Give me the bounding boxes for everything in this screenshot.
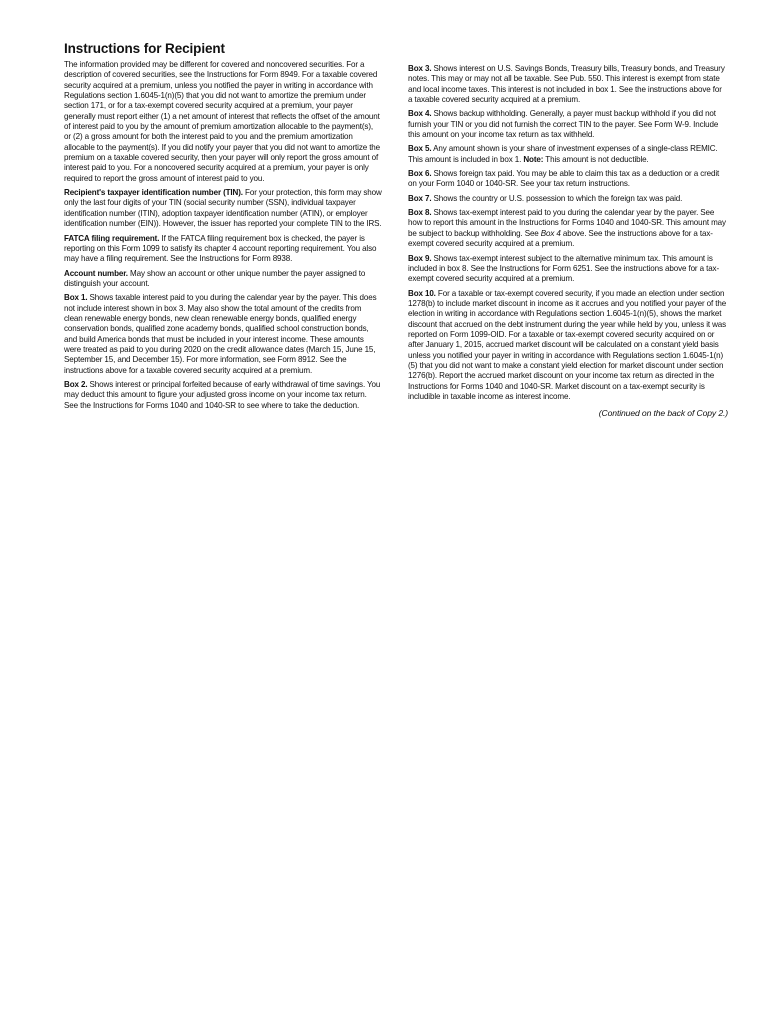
paragraph-lead: Box 6. (408, 169, 432, 179)
paragraph-text: Shows taxable interest paid to you during the calendar year by the payer. This does not include interest shown in box 3. May also show the total amount of the credits from clean renewable energy bonds, new clean renewable energy bonds, qualified energy conservation bonds, qualified zone academy bonds, qualified school construction bonds, and build America bonds that must be included in your interest income. These amounts were treated as paid to you during 2020 on the credit allowance dates (March 15, June 15, September 15, and December 15). For more information, see Form 8912. See the instructions above for a taxable covered security acquired at a premium. (64, 293, 377, 375)
note-label: Note: (523, 154, 544, 164)
paragraph-lead: Box 5. (408, 144, 432, 154)
box2-paragraph (64, 380, 382, 411)
paragraph-lead: Box 9. (408, 253, 432, 263)
tin-paragraph (64, 188, 382, 229)
paragraph-text: If the FATCA filing requirement box is checked, the payer is reporting on this Form 1099 to satisfy its chapter 4 account reporting requirement. You also may have a filing requirement. See the Instructions for Form 8938. (64, 233, 377, 264)
paragraph-text: Shows interest or principal forfeited because of early withdrawal of time savings. You may deduct this amount to figure your adjusted gross income on your income tax return. See the Instructions for Forms 1040 and 1040-SR to see where to take the deduction. (64, 379, 381, 410)
paragraph-lead: Box 1. (64, 293, 88, 303)
paragraph-lead: Box 7. (408, 193, 432, 203)
box5-paragraph (408, 144, 728, 165)
box8-paragraph (408, 208, 728, 249)
paragraph-lead: FATCA filing requirement. (64, 233, 160, 243)
box6-paragraph (408, 169, 728, 190)
box7-paragraph (408, 194, 728, 204)
paragraph-lead: Box 10. (408, 288, 436, 298)
intro-paragraph (64, 60, 382, 184)
box10-paragraph (408, 289, 728, 403)
paragraph-lead: Box 3. (408, 64, 432, 73)
box9-paragraph (408, 254, 728, 285)
paragraph-text: The information provided may be different for covered and noncovered securities. For a description of covered securities, see the Instructions for Form 8949. For a taxable covered security acquired at a premium, unless you notified the payer in writing in accordance with Regulations section 1.6045-1(n)(5) that you did not want to amortize the premium under section 171, or for a tax-exempt covered security acquired at a premium, your payer generally must report either (1) a net amount of interest that reflects the offset of the amount of interest paid to you by the amount of premium amortization allocable to the payment(s), or (2) a gross amount for both the interest paid to you and the premium amortization allocable to the payment(s). If you did notify your payer that you did not want to amortize the premium on a taxable covered security, then your payer will only report the gross amount of interest paid to you. For a noncovered security acquired at a premium, your payer is only required to report the gross amount of interest paid to you. (64, 60, 381, 183)
paragraph-text: above. See the instructions above for a tax-exempt covered security acquired at a premium. (408, 228, 713, 249)
paragraph-text: Shows the country or U.S. possession to which the foreign tax was paid. (431, 193, 683, 203)
paragraph-text: May show an account or other unique number the payer assigned to distinguish your account. (64, 268, 366, 288)
paragraph-lead: Account number. (64, 268, 128, 278)
paragraph-text: For your protection, this form may show only the last four digits of your TIN (social security number (SSN), individual taxpayer identification number (ITIN), adoption taxpayer identification number (ATIN), or employer identification number (EIN)). However, the issuer has reported your complete TIN to the IRS. (64, 188, 382, 229)
account-number-paragraph (64, 269, 382, 290)
paragraph-text: Shows tax-exempt interest subject to the alternative minimum tax. This amount is included in box 8. See the Instructions for Form 6251. See the instructions above for a tax-exempt covered security acquired at a premium. (408, 253, 720, 284)
paragraph-lead: Recipient's taxpayer identification number (TIN). (64, 188, 243, 198)
paragraph-text: Shows backup withholding. Generally, a payer must backup withhold if you did not furnish your TIN or you did not furnish the correct TIN to the payer. See Form W-9. Include this amount on your income tax return as tax withheld. (408, 109, 719, 140)
continued-note: (Continued on the back of Copy 2.) (598, 408, 728, 419)
paragraph-text: Any amount shown is your share of investment expenses of a single-class REMIC. This amount is included in box 1. (408, 144, 718, 164)
right-column (408, 64, 728, 419)
paragraph-text: This amount is not deductible. (543, 154, 649, 164)
paragraph-text: Shows interest on U.S. Savings Bonds, Treasury bills, Treasury bonds, and Treasury notes. This may or may not all be taxable. See Pub. 550. This interest is exempt from state and local income taxes. This interest is not included in box 1. See the instructions above for a taxable covered security acquired at a premium. (408, 64, 725, 105)
box1-paragraph (64, 293, 382, 376)
box4-paragraph (408, 109, 728, 140)
box3-paragraph (408, 64, 728, 105)
paragraph-text: Shows tax-exempt interest paid to you during the calendar year by the payer. See how to report this amount in the Instructions for Forms 1040 and 1040-SR. This amount may be subject to backup withholding. See (408, 208, 726, 238)
paragraph-text: For a taxable or tax-exempt covered security, if you made an election under section 1278(b) to include market discount in income as it accrues and you notified your payer of the election in writing in accordance with Regulations section 1.6045-1(n)(5), shows the market discount that accrued on the debt instrument during the year while held by you, unless it was reported on Form 1099-OID. For a taxable or tax-exempt covered security acquired on or after January 1, 2015, accrued market discount will be calculated on a constant yield basis unless you notified your payer in writing in accordance with Regulations section 1.6045-1(n)(5) that you did not want to make a constant yield election for market discount under section 1276(b). Report the accrued market discount on your income tax return as directed in the Instructions for Forms 1040 and 1040-SR. Market discount on a tax-exempt security is includible in taxable income as interest income. (408, 288, 727, 401)
paragraph-text: Shows foreign tax paid. You may be able to claim this tax as a deduction or a credit on your Form 1040 or 1040-SR. See your tax return instructions. (408, 169, 720, 189)
paragraph-lead: Box 4. (408, 109, 432, 119)
left-column (64, 60, 382, 415)
fatca-paragraph (64, 234, 382, 265)
page-title: Instructions for Recipient (64, 41, 225, 56)
paragraph-lead: Box 2. (64, 379, 88, 389)
paragraph-lead: Box 8. (408, 208, 432, 218)
box-reference: Box 4 (540, 228, 561, 238)
